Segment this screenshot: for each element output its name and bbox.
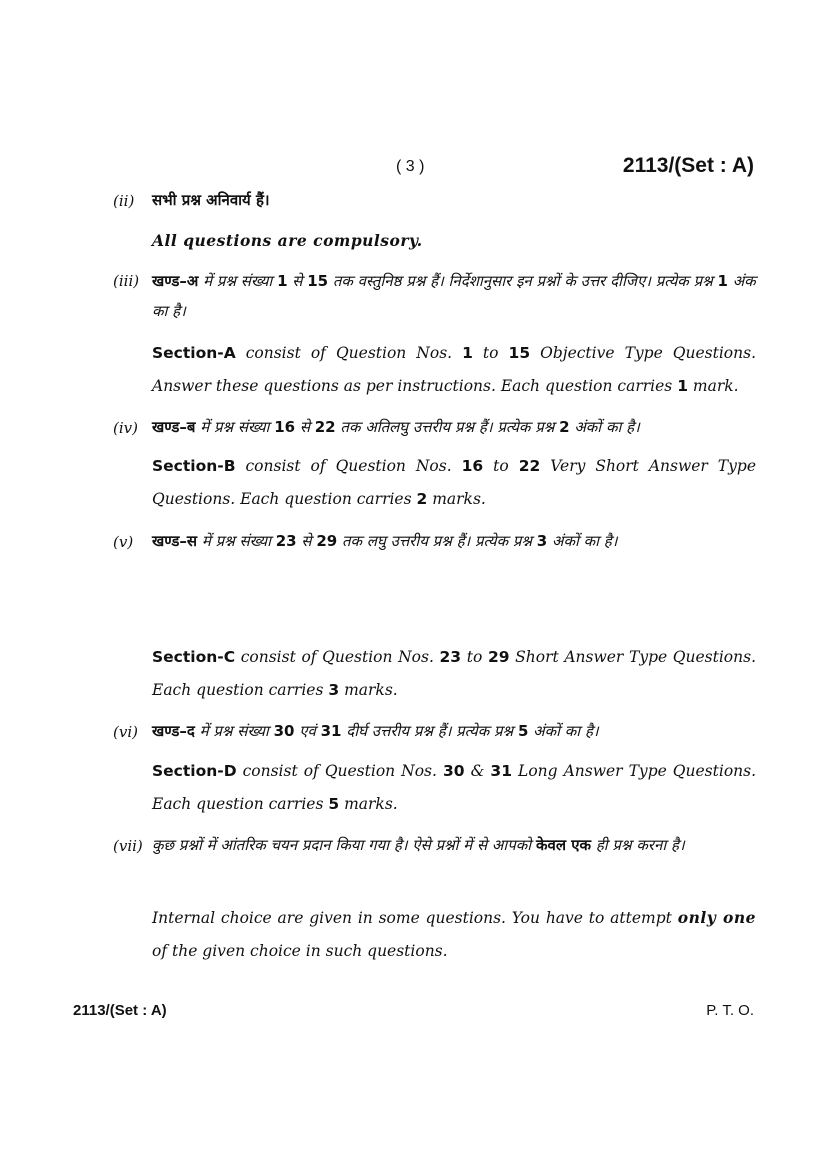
item-vii-english: Internal choice are given in some questions. You have to attempt only one of the given choice in such questions. [152, 908, 756, 960]
item-iii-english: Section-A consist of Question Nos. 1 to 15 Objective Type Questions. Answer these questions as per instructions. Each question carries 1 mark. [152, 344, 756, 395]
paper-code-header: 2113/(Set : A) [622, 154, 754, 177]
item-vii-hindi: कुछ प्रश्नों में आंतरिक चयन प्रदान किया गया है। ऐसे प्रश्नों में से आपको केवल एक ही प्रश्न करना है। [152, 836, 685, 854]
item-vii-numeral: (vii) [113, 837, 143, 855]
item-iii-numeral: (iii) [113, 272, 140, 290]
item-iv-english: Section-B consist of Question Nos. 16 to 22 Very Short Answer Type Questions. Each question carries 2 marks. [152, 457, 756, 508]
item-ii-numeral: (ii) [113, 192, 135, 210]
paper-code-footer: 2113/(Set : A) [73, 1002, 167, 1019]
item-vi-hindi: खण्ड–द में प्रश्न संख्या 30 एवं 31 दीर्घ उत्तरीय प्रश्न हैं। प्रत्येक प्रश्न 5 अंकों का है। [152, 722, 599, 740]
pto-label: P. T. O. [706, 1002, 754, 1019]
item-ii-english: All questions are compulsory. [152, 231, 423, 250]
item-v-numeral: (v) [113, 533, 134, 551]
item-iv-hindi: खण्ड–ब में प्रश्न संख्या 16 से 22 तक अतिलघु उत्तरीय प्रश्न हैं। प्रत्येक प्रश्न 2 अंकों का है। [152, 418, 640, 436]
item-v-hindi: खण्ड–स में प्रश्न संख्या 23 से 29 तक लघु उत्तरीय प्रश्न हैं। प्रत्येक प्रश्न 3 अंकों का है। [152, 532, 618, 550]
item-v-english: Section-C consist of Question Nos. 23 to 29 Short Answer Type Questions. Each question carries 3 marks. [152, 648, 756, 699]
item-vi-english: Section-D consist of Question Nos. 30 & 31 Long Answer Type Questions. Each question carries 5 marks. [152, 762, 757, 813]
page-number: ( 3 ) [396, 158, 425, 175]
item-vi-numeral: (vi) [113, 723, 138, 741]
item-iv-numeral: (iv) [113, 419, 138, 437]
item-ii-hindi: सभी प्रश्न अनिवार्य हैं। [152, 191, 270, 209]
item-iii-hindi: खण्ड–अ में प्रश्न संख्या 1 से 15 तक वस्तुनिष्ठ प्रश्न हैं। निर्देशानुसार इन प्रश्नों के उत्तर दीजिए। प्रत्येक प्रश्न 1 अंक का है। [152, 272, 756, 320]
